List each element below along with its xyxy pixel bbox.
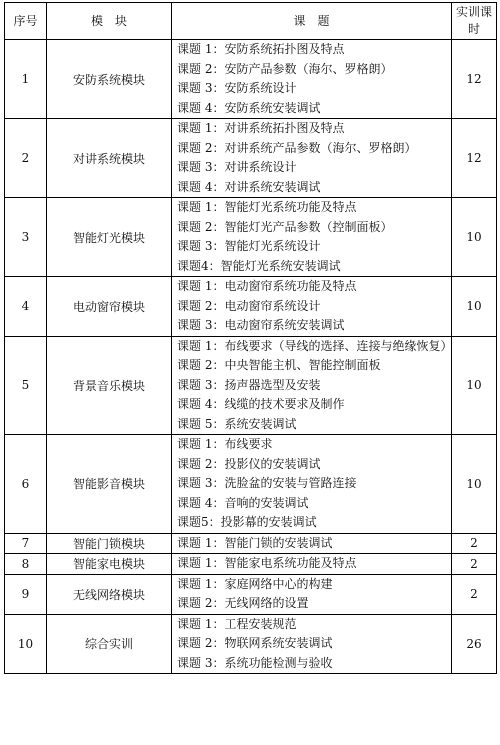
topic-item: 课题 1：安防系统拓扑图及特点: [177, 42, 345, 56]
topic-item: 课题 2：电动窗帘系统设计: [177, 298, 321, 313]
topic-list: [172, 277, 452, 337]
module-name: 智能家电模块: [47, 554, 172, 575]
topic-item: 课题 2：对讲系统产品参数（海尔、罗格朗）: [177, 140, 417, 155]
topic-list: [172, 574, 452, 614]
topic-list: [172, 40, 452, 119]
table-row: [5, 336, 497, 435]
training-hours: 10: [452, 336, 497, 435]
module-name: 综合实训: [47, 614, 172, 674]
topic-list: [172, 435, 452, 534]
row-number: 9: [5, 574, 47, 614]
table-row: [5, 119, 497, 198]
curriculum-table: [4, 2, 497, 674]
module-name: 安防系统模块: [47, 40, 172, 119]
module-name: 背景音乐模块: [47, 336, 172, 435]
module-name: 智能影音模块: [47, 435, 172, 534]
topic-item: 课题 1：工程安装规范: [177, 616, 297, 631]
topic-item: 课题 1：布线要求（导线的选择、连接与绝缘恢复）: [177, 338, 453, 353]
topic-list: [172, 554, 452, 575]
topic-item: 课题 1：智能灯光系统功能及特点: [177, 200, 357, 214]
module-name: 无线网络模块: [47, 574, 172, 614]
training-hours: 2: [452, 533, 497, 554]
table-row: [5, 40, 497, 119]
training-hours: 10: [452, 198, 497, 277]
table-row: [5, 533, 497, 554]
topic-item: 课题 3：系统功能检测与验收: [177, 655, 333, 670]
training-hours: 12: [452, 40, 497, 119]
table-body: [5, 40, 497, 674]
row-number: 4: [5, 277, 47, 337]
topic-item: 课题 2：投影仪的安装调试: [177, 456, 321, 471]
header-module: 模 块: [47, 3, 172, 40]
topic-item: 课题 1：智能门锁的安装调试: [177, 535, 333, 550]
row-number: 10: [5, 614, 47, 674]
training-hours: 12: [452, 119, 497, 198]
header-topic: 课 题: [172, 3, 452, 40]
topic-item: 课题 1：电动窗帘系统功能及特点: [177, 279, 357, 293]
table-row: [5, 574, 497, 614]
topic-item: 课题 4：线缆的技术要求及制作: [177, 397, 345, 411]
topic-item: 课题 2：中央智能主机、智能控制面板: [177, 358, 381, 372]
training-hours: 10: [452, 435, 497, 534]
topic-item: 课题 3：洗脸盆的安装与管路连接: [177, 476, 357, 490]
topic-item: 课题 4：对讲系统安装调试: [177, 179, 321, 194]
topic-item: 课题 3：安防系统设计: [177, 81, 297, 95]
table-row: [5, 614, 497, 674]
row-number: 8: [5, 554, 47, 575]
header-no: 序号: [5, 3, 47, 40]
topic-item: 课题5：投影幕的安装调试: [177, 515, 317, 529]
topic-item: 课题 3：对讲系统设计: [177, 160, 297, 174]
topic-list: [172, 198, 452, 277]
table-row: [5, 198, 497, 277]
topic-item: 课题4：智能灯光系统安装调试: [177, 258, 341, 273]
topic-list: [172, 119, 452, 198]
topic-item: 课题 1：家庭网络中心的构建: [177, 576, 333, 591]
header-row: [5, 3, 497, 40]
topic-item: 课题 3：电动窗帘系统安装调试: [177, 318, 345, 332]
table-row: [5, 277, 497, 337]
row-number: 5: [5, 336, 47, 435]
row-number: 7: [5, 533, 47, 554]
row-number: 3: [5, 198, 47, 277]
module-name: 对讲系统模块: [47, 119, 172, 198]
topic-item: 课题 2：无线网络的设置: [177, 596, 309, 610]
module-name: 电动窗帘模块: [47, 277, 172, 337]
topic-item: 课题 1：智能家电系统功能及特点: [177, 556, 357, 570]
topic-item: 课题 1：布线要求: [177, 437, 273, 451]
topic-list: [172, 533, 452, 554]
row-number: 2: [5, 119, 47, 198]
topic-item: 课题 2：智能灯光产品参数（控制面板）: [177, 219, 393, 234]
topic-item: 课题 1：对讲系统拓扑图及特点: [177, 121, 345, 135]
topic-item: 课题 3：智能灯光系统设计: [177, 239, 321, 253]
training-hours: 2: [452, 574, 497, 614]
module-name: 智能灯光模块: [47, 198, 172, 277]
row-number: 6: [5, 435, 47, 534]
topic-item: 课题 3：扬声器选型及安装: [177, 377, 321, 392]
training-hours: 10: [452, 277, 497, 337]
topic-item: 课题 2：物联网系统安装调试: [177, 636, 333, 650]
training-hours: 2: [452, 554, 497, 575]
header-hours: 实训课时: [452, 3, 497, 40]
topic-item: 课题 2：安防产品参数（海尔、罗格朗）: [177, 61, 393, 76]
topic-item: 课题 5：系统安装调试: [177, 416, 297, 431]
table-row: [5, 435, 497, 534]
row-number: 1: [5, 40, 47, 119]
topic-item: 课题 4：安防系统安装调试: [177, 100, 321, 115]
topic-list: [172, 336, 452, 435]
topic-item: 课题 4：音响的安装调试: [177, 495, 309, 510]
table-row: [5, 554, 497, 575]
topic-list: [172, 614, 452, 674]
training-hours: 26: [452, 614, 497, 674]
module-name: 智能门锁模块: [47, 533, 172, 554]
